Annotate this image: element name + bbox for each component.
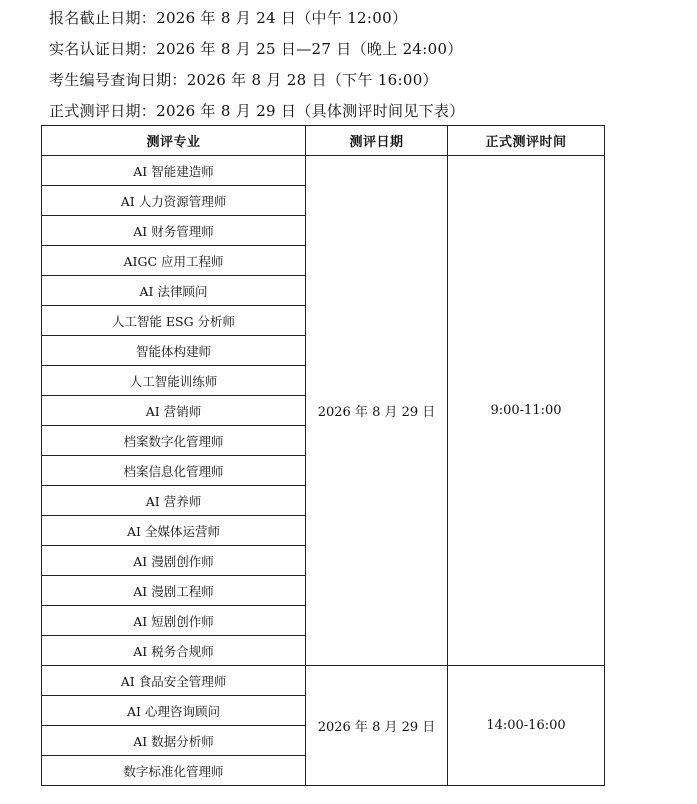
formal-assessment-date-line: 正式测评日期：2026 年 8 月 29 日（具体测评时间见下表） bbox=[49, 102, 465, 120]
candidate-number-query-line: 考生编号查询日期：2026 年 8 月 28 日（下午 16:00） bbox=[49, 71, 438, 89]
identity-verification-line: 实名认证日期：2026 年 8 月 25 日—27 日（晚上 24:00） bbox=[49, 40, 463, 58]
major-cell: 档案信息化管理师 bbox=[42, 456, 306, 486]
table-row bbox=[42, 666, 605, 696]
major-cell: AI 漫剧创作师 bbox=[42, 546, 306, 576]
major-cell: AI 法律顾问 bbox=[42, 276, 306, 306]
major-cell: AI 心理咨询顾问 bbox=[42, 696, 306, 726]
major-cell: AIGC 应用工程师 bbox=[42, 246, 306, 276]
major-cell: AI 食品安全管理师 bbox=[42, 666, 306, 696]
major-cell: AI 智能建造师 bbox=[42, 156, 306, 186]
header-time: 正式测评时间 bbox=[448, 126, 605, 156]
header-date: 测评日期 bbox=[306, 126, 448, 156]
major-cell: AI 营销师 bbox=[42, 396, 306, 426]
major-cell: 人工智能训练师 bbox=[42, 366, 306, 396]
table-header-row bbox=[42, 126, 605, 156]
major-cell: AI 短剧创作师 bbox=[42, 606, 306, 636]
major-cell: AI 数据分析师 bbox=[42, 726, 306, 756]
header-major: 测评专业 bbox=[42, 126, 306, 156]
table-body bbox=[42, 156, 605, 786]
time-cell: 9:00-11:00 bbox=[448, 156, 605, 666]
major-cell: 数字标准化管理师 bbox=[42, 756, 306, 786]
major-cell: AI 人力资源管理师 bbox=[42, 186, 306, 216]
major-cell: AI 漫剧工程师 bbox=[42, 576, 306, 606]
major-cell: AI 财务管理师 bbox=[42, 216, 306, 246]
registration-deadline-line: 报名截止日期：2026 年 8 月 24 日（中午 12:00） bbox=[49, 9, 408, 27]
table-row bbox=[42, 156, 605, 186]
time-cell: 14:00-16:00 bbox=[448, 666, 605, 786]
major-cell: 档案数字化管理师 bbox=[42, 426, 306, 456]
notice-lines bbox=[49, 3, 689, 127]
major-cell: AI 营养师 bbox=[42, 486, 306, 516]
date-cell: 2026 年 8 月 29 日 bbox=[306, 666, 448, 786]
major-cell: 智能体构建师 bbox=[42, 336, 306, 366]
major-cell: AI 税务合规师 bbox=[42, 636, 306, 666]
major-cell: AI 全媒体运营师 bbox=[42, 516, 306, 546]
major-cell: 人工智能 ESG 分析师 bbox=[42, 306, 306, 336]
assessment-schedule-table bbox=[41, 125, 605, 786]
date-cell: 2026 年 8 月 29 日 bbox=[306, 156, 448, 666]
